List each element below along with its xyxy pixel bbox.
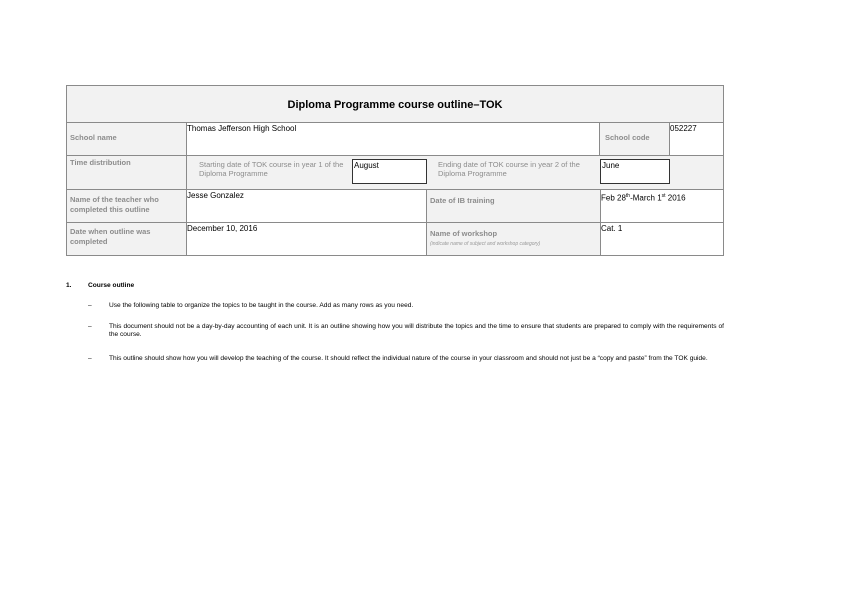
bullet-dash: – [88,355,92,362]
start-date-value: August [354,161,379,170]
end-date-value: June [602,161,620,170]
start-date-label: Starting date of TOK course in year 1 of the Diploma Programme [199,160,344,178]
teacher-label: Name of the teacher who completed this outline [70,195,159,214]
date-completed-value[interactable]: December 10, 2016 [187,224,258,233]
school-name-value[interactable]: Thomas Jefferson High School [187,124,297,133]
end-date-label: Ending date of TOK course in year 2 of the Diploma Programme [438,160,580,178]
workshop-value[interactable]: Cat. 1 [601,224,623,233]
section-title: Course outline [88,282,135,289]
teacher-value[interactable]: Jesse Gonzalez [187,191,244,200]
bullet-dash: – [88,323,92,330]
school-code-label: School code [605,133,650,142]
bullet-dash: – [88,302,92,309]
start-date-field[interactable] [352,159,427,184]
bullet-text: Use the following table to organize the topics to be taught in the course. Add as many rows as you need. [109,302,414,309]
table-title: Diploma Programme course outline–TOK [287,99,503,111]
workshop-hint: (indicate name of subject and workshop category) [430,241,541,247]
workshop-label: Name of workshop [430,229,498,238]
date-completed-label: Date when outline was completed [70,227,151,246]
end-date-field[interactable] [600,159,670,184]
bullet-text: This outline should show how you will develop the teaching of the course. It should reflect the individual nature of the course in your classroom and should not just be a “copy and paste” from the TOK guide. [109,355,708,362]
col-divider [186,122,187,256]
bullet-text: This document should not be a day-by-day accounting of each unit. It is an outline showing how you will distribute the topics and the time to ensure that students are prepared to comply with the requirements of the course. [109,323,724,338]
time-distribution-label: Time distribution [70,158,131,167]
ib-training-value[interactable]: Feb 28th-March 1st 2016 [601,193,686,203]
school-name-label: School name [70,133,117,142]
ib-training-label: Date of IB training [430,196,495,205]
section-number: 1. [66,282,72,289]
school-code-value[interactable]: 052227 [670,124,697,133]
